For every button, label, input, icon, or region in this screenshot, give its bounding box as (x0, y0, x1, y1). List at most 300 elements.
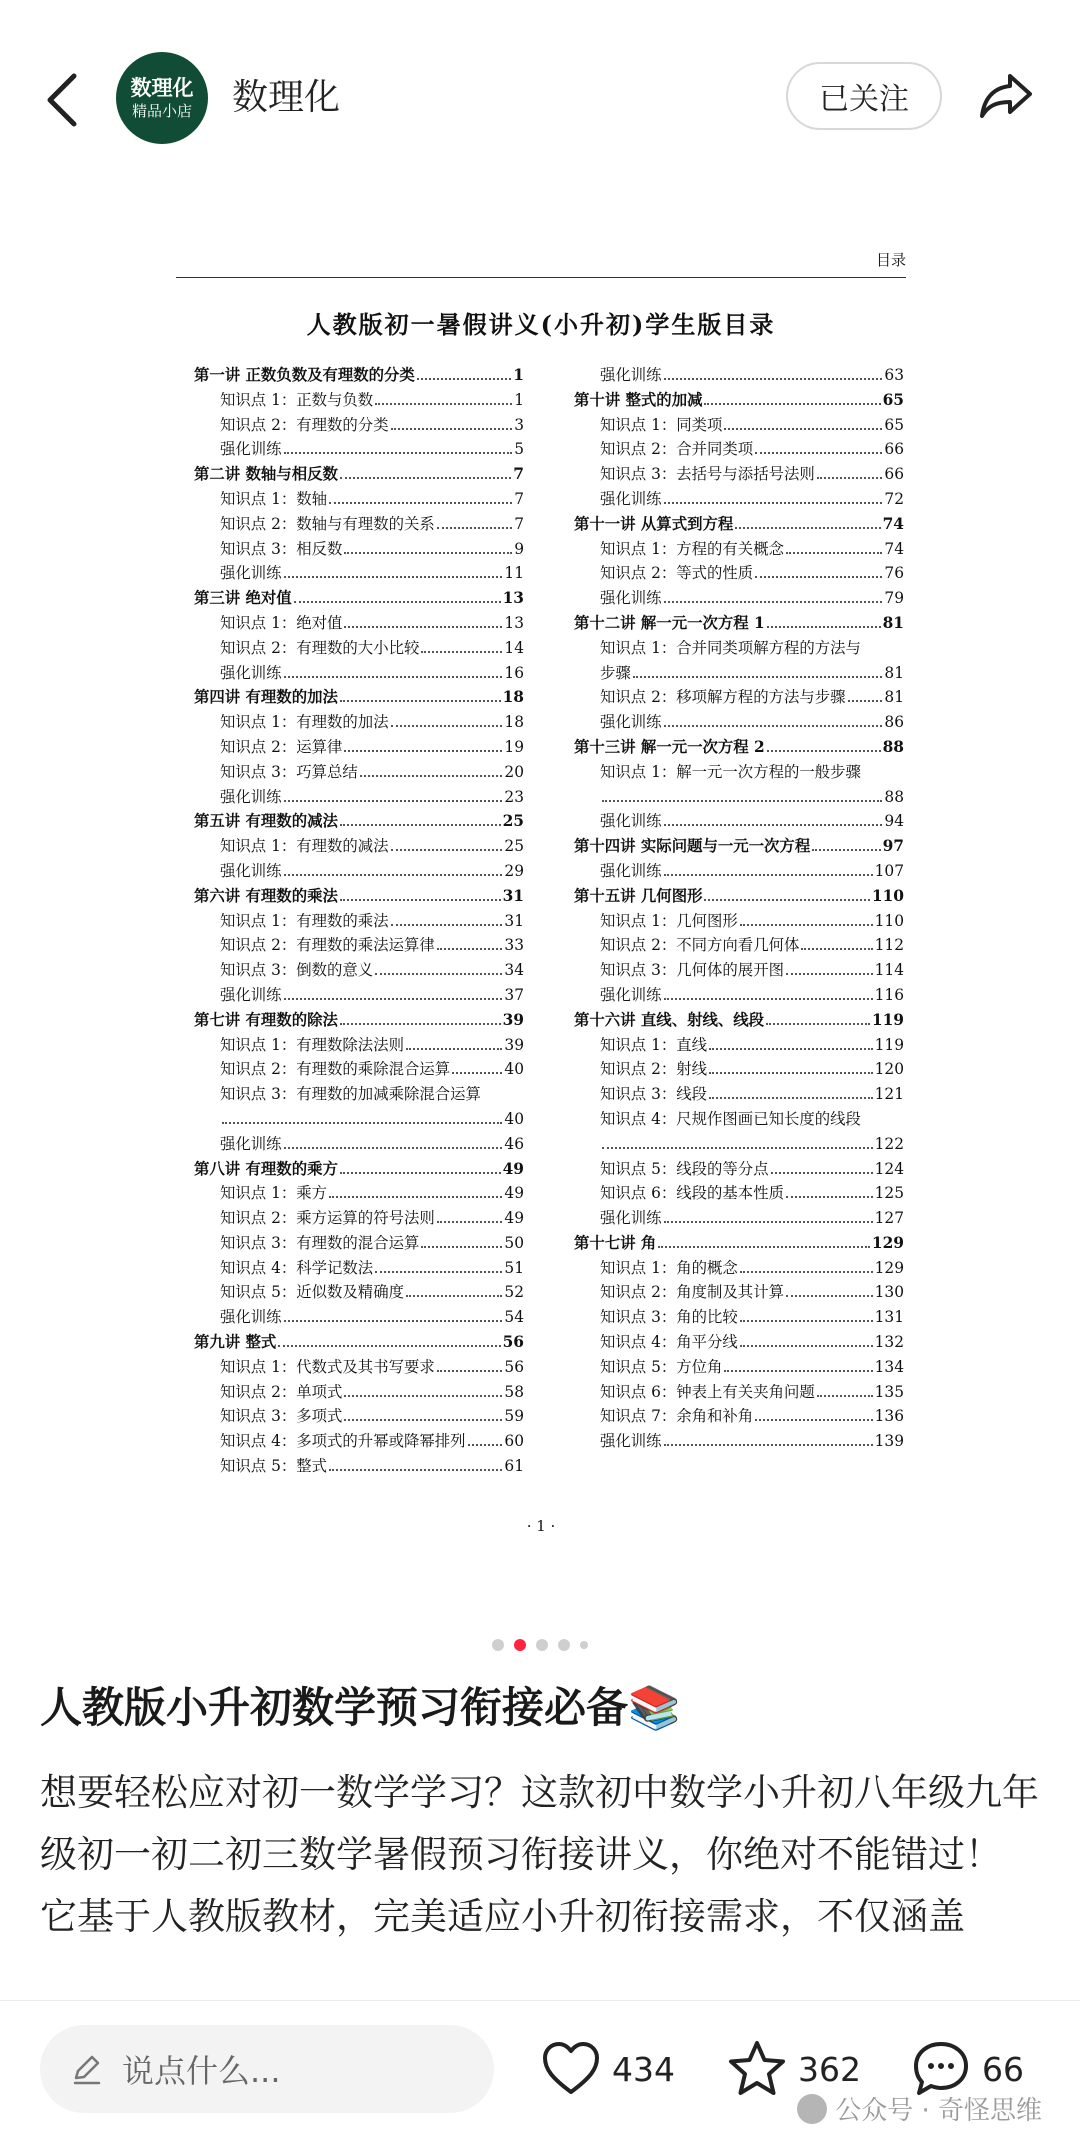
toc-entry-text: 第十一讲 从算式到方程 (574, 514, 734, 533)
avatar[interactable] (116, 52, 208, 144)
toc-entry-text: 知识点 6：钟表上有关夹角问题 (600, 1382, 815, 1401)
toc-leader-dots (284, 575, 503, 578)
toc-row (574, 413, 904, 438)
avatar-text-line1: 数理化 (130, 75, 194, 100)
toc-page-number: 122 (874, 1134, 904, 1153)
toc-page-number: 1 (514, 390, 524, 409)
toc-entry-text: 知识点 7：余角和补角 (600, 1407, 754, 1426)
toc-leader-dots (602, 1146, 873, 1149)
toc-row (574, 1157, 904, 1182)
toc-leader-dots (801, 947, 872, 950)
toc-row (194, 611, 524, 636)
post-paragraph: 想要轻松应对初一数学学习？这款初中数学小升初八年级九年级初一初二初三数学暑假预习衔接讲义，你绝对不能错过！ (40, 1771, 1039, 1876)
toc-leader-dots (724, 1369, 872, 1372)
toc-leader-dots (766, 1022, 870, 1025)
toc-entry-text: 知识点 2：有理数的乘法运算律 (220, 936, 435, 955)
toc-page-number: 76 (884, 564, 904, 583)
toc-page-number: 39 (504, 1035, 524, 1054)
toc-page-number: 134 (874, 1357, 904, 1376)
toc-row (574, 487, 904, 512)
toc-entry-text: 知识点 1：有理数的加法 (220, 713, 389, 732)
toc-row (574, 958, 904, 983)
toc-page-number: 97 (882, 837, 904, 856)
toc-page-number: 13 (504, 613, 524, 632)
toc-leader-dots (340, 898, 501, 901)
toc-row (194, 1429, 524, 1454)
carousel-dot[interactable] (514, 1639, 526, 1651)
toc-entry-text: 强化训练 (600, 1432, 662, 1451)
text-fade (0, 1950, 1080, 2000)
toc-page-number: 63 (884, 366, 904, 384)
toc-column-right (574, 363, 904, 1454)
toc-leader-dots (391, 848, 503, 851)
toc-entry-text: 强化训练 (600, 985, 662, 1004)
toc-leader-dots (340, 476, 511, 479)
doc-header-rule (176, 277, 906, 278)
toc-chapter-row (194, 884, 524, 909)
toc-row (574, 462, 904, 487)
toc-leader-dots (437, 526, 512, 529)
toc-row (574, 1404, 904, 1429)
toc-leader-dots (767, 749, 881, 752)
toc-leader-dots (771, 1171, 873, 1174)
toc-leader-dots (664, 1443, 873, 1446)
follow-button[interactable]: 已关注 (786, 62, 942, 130)
toc-chapter-row (194, 685, 524, 710)
toc-leader-dots (344, 551, 512, 554)
toc-entry-text: 第八讲 有理数的乘方 (194, 1159, 338, 1178)
collect-count: 362 (798, 2049, 861, 2089)
toc-page-number: 72 (884, 489, 904, 508)
toc-page-number: 39 (502, 1010, 524, 1029)
toc-leader-dots (664, 724, 883, 727)
toc-entry-text: 知识点 4：角平分线 (600, 1333, 738, 1352)
toc-leader-dots (344, 625, 502, 628)
toc-leader-dots (437, 947, 503, 950)
toc-leader-dots (344, 1418, 502, 1421)
toc-entry-text: 知识点 1：有理数的乘法 (220, 911, 389, 930)
toc-entry-text: 第七讲 有理数的除法 (194, 1010, 338, 1029)
toc-chapter-row (574, 884, 904, 909)
toc-entry-text: 知识点 3：线段 (600, 1085, 708, 1104)
toc-leader-dots (284, 451, 513, 454)
watermark (797, 2090, 1042, 2127)
toc-leader-dots (284, 873, 503, 876)
toc-entry-text: 知识点 2：单项式 (220, 1382, 343, 1401)
toc-page-number: 13 (502, 589, 524, 608)
toc-page-number: 114 (874, 961, 904, 980)
toc-row (194, 785, 524, 810)
toc-page-number: 19 (504, 737, 524, 756)
toc-entry-text: 知识点 1：直线 (600, 1035, 708, 1054)
doc-page-number: · 1 · (526, 1517, 556, 1535)
toc-leader-dots (421, 1245, 502, 1248)
toc-entry-text: 知识点 2：移项解方程的方法与步骤 (600, 688, 846, 707)
toc-leader-dots (340, 699, 501, 702)
toc-entry-text: 知识点 6：线段的基本性质 (600, 1184, 784, 1203)
chevron-left-icon (40, 70, 84, 130)
post-paragraph: 它基于人教版教材，完美适应小升初衔接需求，不仅涵盖 (40, 1895, 965, 1938)
toc-entry-text: 第十三讲 解一元一次方程 2 (574, 737, 765, 756)
toc-page-number: 52 (504, 1283, 524, 1302)
toc-page-number: 18 (502, 688, 524, 707)
toc-page-number: 132 (874, 1333, 904, 1352)
toc-entry-text: 知识点 2：射线 (600, 1060, 708, 1079)
toc-leader-dots (786, 1195, 873, 1198)
toc-chapter-row (194, 363, 524, 388)
toc-page-number: 107 (874, 861, 904, 880)
toc-entry-text: 知识点 3：角的比较 (600, 1308, 738, 1327)
toc-leader-dots (633, 675, 883, 678)
toc-chapter-row (574, 834, 904, 859)
toc-page-number: 139 (874, 1432, 904, 1451)
toc-leader-dots (344, 1394, 502, 1397)
toc-column-left (194, 363, 524, 1479)
toc-page-number: 121 (874, 1085, 904, 1104)
toc-leader-dots (664, 873, 873, 876)
toc-entry-text: 强化训练 (220, 564, 282, 583)
carousel-dot[interactable] (558, 1639, 570, 1651)
toc-page-number: 49 (504, 1209, 524, 1228)
toc-page-number: 119 (871, 1010, 904, 1029)
toc-page-number: 56 (504, 1357, 524, 1376)
toc-leader-dots (452, 1071, 502, 1074)
toc-row (194, 933, 524, 958)
toc-row (194, 1280, 524, 1305)
toc-row (194, 1256, 524, 1281)
toc-page-number: 127 (874, 1209, 904, 1228)
toc-entry-text: 知识点 3：几何体的展开图 (600, 961, 784, 980)
toc-page-number: 9 (514, 539, 524, 558)
toc-leader-dots (664, 1220, 873, 1223)
like-button[interactable] (540, 2025, 675, 2113)
toc-row (194, 661, 524, 686)
toc-row (194, 561, 524, 586)
toc-page-number: 86 (884, 713, 904, 732)
toc-leader-dots (755, 575, 882, 578)
toc-entry-text: 第九讲 整式 (194, 1333, 277, 1352)
post-title: 人教版小升初数学预习衔接必备📚 (40, 1683, 681, 1732)
toc-entry-text: 知识点 2：乘方运算的符号法则 (220, 1209, 435, 1228)
toc-page-number: 65 (882, 390, 904, 409)
toc-entry-text: 第二讲 数轴与相反数 (194, 465, 338, 484)
toc-leader-dots (468, 1443, 503, 1446)
toc-chapter-row (574, 512, 904, 537)
toc-entry-text: 知识点 3：去括号与添括号法则 (600, 465, 815, 484)
toc-entry-text: 知识点 1：绝对值 (220, 613, 343, 632)
toc-entry-text: 第十二讲 解一元一次方程 1 (574, 613, 765, 632)
comment-count: 66 (982, 2049, 1024, 2089)
toc-page-number: 7 (514, 489, 524, 508)
toc-page-number: 1 (513, 366, 524, 384)
toc-row (194, 710, 524, 735)
comment-placeholder: 说点什么... (122, 2052, 281, 2090)
toc-leader-dots (658, 1245, 870, 1248)
toc-page-number: 110 (871, 886, 904, 905)
toc-chapter-row (194, 586, 524, 611)
toc-row (574, 561, 904, 586)
toc-row (194, 1132, 524, 1157)
toc-page-number: 130 (874, 1283, 904, 1302)
toc-entry-text: 强化训练 (220, 663, 282, 682)
toc-page-number: 79 (884, 589, 904, 608)
toc-entry-text: 第三讲 绝对值 (194, 589, 292, 608)
toc-entry-text: 知识点 1：方程的有关概念 (600, 539, 784, 558)
toc-entry-text: 知识点 3：有理数的混合运算 (220, 1233, 420, 1252)
toc-page-number: 54 (504, 1308, 524, 1327)
shop-name[interactable]: 数理化 (232, 77, 341, 118)
toc-leader-dots (664, 997, 873, 1000)
toc-page-number: 34 (504, 961, 524, 980)
back-button[interactable] (40, 70, 84, 130)
toc-leader-dots (278, 1344, 500, 1347)
toc-page-number: 66 (884, 465, 904, 484)
toc-entry-text: 知识点 2：有理数的乘除混合运算 (220, 1060, 451, 1079)
toc-leader-dots (664, 600, 883, 603)
toc-leader-dots (755, 1418, 872, 1421)
toc-row (574, 909, 904, 934)
toc-entry-text: 知识点 1：有理数的减法 (220, 837, 389, 856)
post-body (40, 1762, 1040, 1948)
toc-row (574, 983, 904, 1008)
toc-page-number: 81 (884, 663, 904, 682)
toc-leader-dots (664, 377, 883, 380)
toc-leader-dots (329, 1468, 502, 1471)
toc-page-number: 29 (504, 861, 524, 880)
toc-row (194, 1231, 524, 1256)
toc-row (194, 1380, 524, 1405)
toc-leader-dots (817, 476, 883, 479)
toc-page-number: 7 (513, 465, 524, 484)
toc-chapter-row (574, 611, 904, 636)
toc-page-number: 112 (874, 936, 904, 955)
toc-leader-dots (406, 1047, 502, 1050)
toc-entry-text: 知识点 1：角的概念 (600, 1258, 738, 1277)
toc-leader-dots (709, 1096, 873, 1099)
share-button[interactable] (978, 68, 1034, 124)
toc-page-number: 31 (504, 911, 524, 930)
toc-leader-dots (375, 402, 512, 405)
carousel-dot[interactable] (536, 1639, 548, 1651)
toc-entry-text: 知识点 1：同类项 (600, 415, 723, 434)
toc-entry-text: 强化训练 (600, 589, 662, 608)
toc-entry-text: 强化训练 (220, 985, 282, 1004)
share-icon (978, 68, 1034, 124)
toc-row (574, 710, 904, 735)
toc-row (574, 1107, 904, 1132)
toc-page-number: 131 (874, 1308, 904, 1327)
toc-row (574, 636, 904, 661)
toc-page-number: 20 (504, 762, 524, 781)
toc-leader-dots (786, 551, 882, 554)
toc-row (194, 1206, 524, 1231)
toc-row (574, 1380, 904, 1405)
like-count: 434 (612, 2049, 675, 2089)
avatar-text-line2: 精品小店 (131, 102, 192, 120)
doc-title: 人教版初一暑假讲义(小升初)学生版目录 (306, 310, 776, 339)
toc-page-number: 65 (884, 415, 904, 434)
toc-entry-text: 第十七讲 角 (574, 1233, 657, 1252)
toc-row (574, 1082, 904, 1107)
toc-leader-dots (812, 848, 880, 851)
pencil-icon (70, 2052, 104, 2086)
toc-entry-text: 知识点 2：等式的性质 (600, 564, 754, 583)
toc-entry-text: 第十四讲 实际问题与一元一次方程 (574, 837, 811, 856)
toc-row (574, 1132, 904, 1157)
toc-page-number: 59 (504, 1407, 524, 1426)
toc-entry-text: 知识点 3：多项式 (220, 1407, 343, 1426)
toc-entry-text: 知识点 1：乘方 (220, 1184, 328, 1203)
toc-entry-text: 第十五讲 几何图形 (574, 886, 703, 905)
toc-row (574, 1305, 904, 1330)
toc-row (574, 859, 904, 884)
toc-row (574, 1256, 904, 1281)
toc-leader-dots (344, 749, 502, 752)
toc-entry-text: 知识点 4：多项式的升幂或降幂排列 (220, 1432, 466, 1451)
toc-page-number: 40 (504, 1060, 524, 1079)
toc-row (574, 363, 904, 388)
toc-chapter-row (194, 462, 524, 487)
toc-entry-text: 第六讲 有理数的乘法 (194, 886, 338, 905)
toc-row (574, 1429, 904, 1454)
toc-row (574, 1330, 904, 1355)
toc-page-number: 74 (884, 539, 904, 558)
toc-row (574, 537, 904, 562)
toc-page-number: 18 (504, 713, 524, 732)
toc-leader-dots (391, 724, 503, 727)
toc-leader-dots (294, 600, 501, 603)
toc-row (194, 1305, 524, 1330)
toc-page-number: 56 (502, 1333, 524, 1352)
toc-row (574, 1181, 904, 1206)
toc-leader-dots (437, 1220, 503, 1223)
toc-page-number: 23 (504, 787, 524, 806)
toc-leader-dots (340, 1022, 501, 1025)
toc-row (574, 1355, 904, 1380)
toc-leader-dots (284, 675, 503, 678)
toc-chapter-row (194, 809, 524, 834)
toc-leader-dots (284, 997, 503, 1000)
toc-entry-text: 知识点 3：相反数 (220, 539, 343, 558)
toc-row (194, 1033, 524, 1058)
carousel-dot[interactable] (580, 1641, 588, 1649)
toc-leader-dots (421, 650, 502, 653)
toc-chapter-row (194, 1008, 524, 1033)
toc-leader-dots (767, 625, 881, 628)
toc-row (574, 586, 904, 611)
watermark-text: 公众号 · 奇怪思维 (835, 2096, 1042, 2126)
toc-leader-dots (709, 1071, 873, 1074)
toc-entry-text: 知识点 1：有理数除法法则 (220, 1035, 404, 1054)
toc-row (194, 983, 524, 1008)
toc-chapter-row (194, 1330, 524, 1355)
toc-row (574, 685, 904, 710)
toc-leader-dots (786, 1294, 873, 1297)
toc-row (194, 958, 524, 983)
toc-leader-dots (284, 1319, 503, 1322)
toc-page-number: 119 (874, 1035, 904, 1054)
toc-entry-text: 知识点 1：解一元一次方程的一般步骤 (600, 762, 861, 781)
toc-entry-text: 知识点 2：有理数的大小比较 (220, 638, 420, 657)
toc-row (194, 1404, 524, 1429)
toc-leader-dots (735, 526, 880, 529)
toc-row (574, 661, 904, 686)
toc-page-number: 51 (504, 1258, 524, 1277)
toc-row (194, 636, 524, 661)
carousel-dot[interactable] (492, 1639, 504, 1651)
toc-row (194, 760, 524, 785)
toc-entry-text: 强化训练 (220, 861, 282, 880)
document-image[interactable] (176, 235, 906, 1545)
toc-entry-text: 第十六讲 直线、射线、线段 (574, 1010, 765, 1029)
toc-page-number: 49 (504, 1184, 524, 1203)
toc-page-number: 74 (882, 514, 904, 533)
toc-entry-text: 强化训练 (600, 812, 662, 831)
toc-page-number: 46 (504, 1134, 524, 1153)
toc-page-number: 37 (504, 985, 524, 1004)
toc-leader-dots (391, 427, 513, 430)
toc-page-number: 94 (884, 812, 904, 831)
toc-entry-text: 知识点 4：尺规作图画已知长度的线段 (600, 1109, 861, 1128)
toc-entry-text: 强化训练 (600, 713, 662, 732)
toc-entry-text: 知识点 1：几何图形 (600, 911, 738, 930)
toc-page-number: 7 (514, 514, 524, 533)
toc-row (574, 1057, 904, 1082)
toc-page-number: 120 (874, 1060, 904, 1079)
toc-row (194, 834, 524, 859)
toc-leader-dots (417, 377, 511, 380)
toc-page-number: 58 (504, 1382, 524, 1401)
toc-leader-dots (704, 898, 869, 901)
toc-row (194, 537, 524, 562)
toc-row (194, 735, 524, 760)
wechat-icon (797, 2094, 827, 2124)
toc-row (574, 1280, 904, 1305)
toc-entry-text: 第十讲 整式的加减 (574, 390, 703, 409)
toc-page-number: 66 (884, 440, 904, 459)
toc-page-number: 88 (884, 787, 904, 806)
toc-entry-text: 第一讲 正数负数及有理数的分类 (194, 366, 415, 384)
toc-leader-dots (360, 774, 503, 777)
toc-entry-text: 知识点 5：方位角 (600, 1357, 723, 1376)
toc-row (194, 1082, 524, 1107)
toc-leader-dots (704, 402, 880, 405)
toc-page-number: 135 (874, 1382, 904, 1401)
toc-row (574, 809, 904, 834)
toc-page-number: 16 (504, 663, 524, 682)
toc-leader-dots (664, 823, 883, 826)
toc-entry-text: 知识点 1：代数式及其书写要求 (220, 1357, 435, 1376)
doc-header-label: 目录 (875, 251, 906, 269)
toc-row (574, 1206, 904, 1231)
toc-leader-dots (740, 1344, 873, 1347)
comment-input[interactable] (40, 2025, 494, 2113)
toc-row (194, 487, 524, 512)
toc-entry-text: 知识点 3：巧算总结 (220, 762, 358, 781)
toc-page-number: 5 (514, 440, 524, 459)
toc-leader-dots (602, 799, 882, 802)
toc-page-number: 11 (504, 564, 524, 583)
toc-entry-text: 强化训练 (220, 787, 282, 806)
toc-leader-dots (222, 1121, 502, 1124)
toc-page-number: 25 (502, 812, 524, 831)
toc-leader-dots (437, 1369, 503, 1372)
toc-leader-dots (329, 1195, 502, 1198)
toc-page-number: 129 (871, 1233, 904, 1252)
toc-row (194, 1181, 524, 1206)
toc-page-number: 116 (874, 985, 904, 1004)
toc-entry-text: 第四讲 有理数的加法 (194, 688, 338, 707)
